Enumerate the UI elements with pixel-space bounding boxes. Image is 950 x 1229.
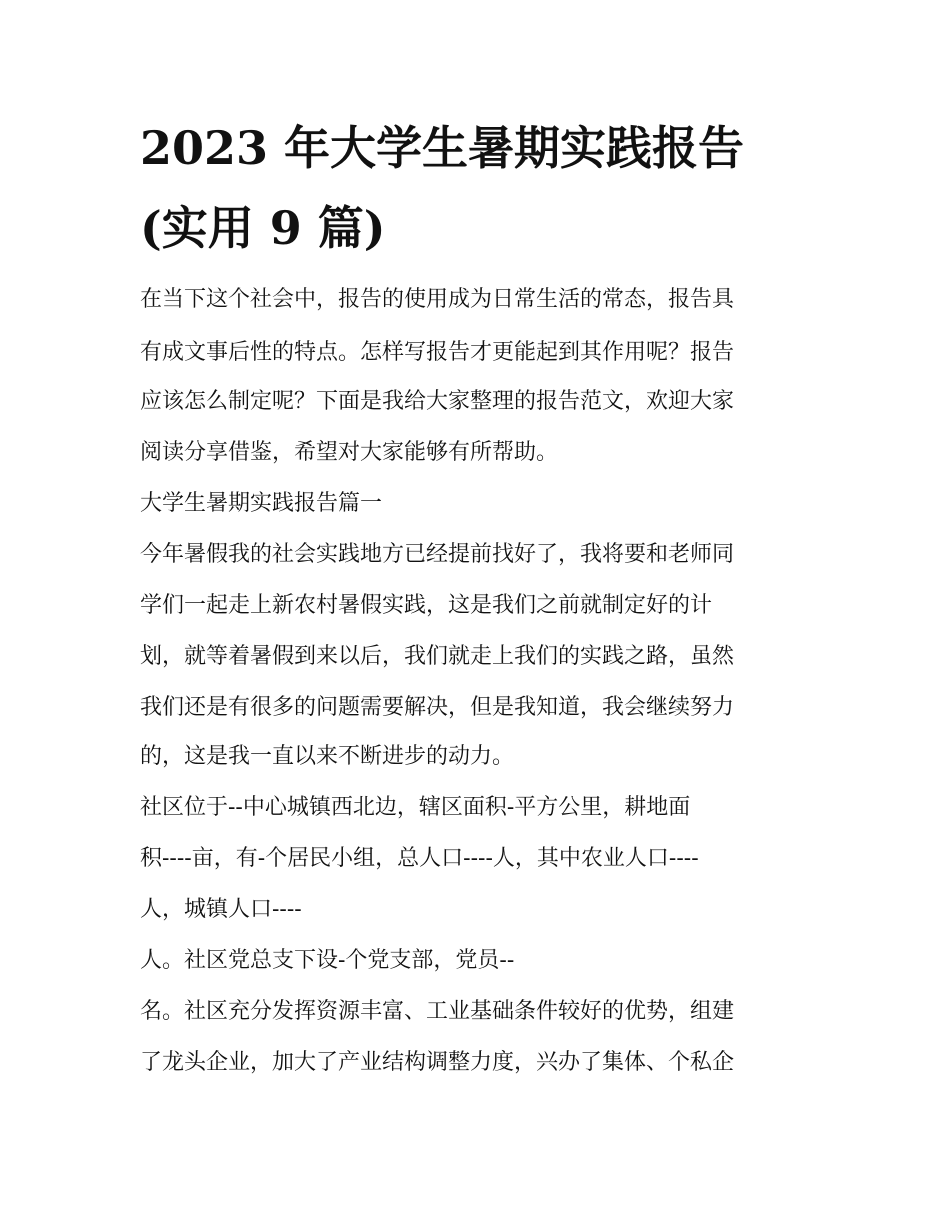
intro-line-1: 在当下这个社会中，报告的使用成为日常生活的常态，报告具 bbox=[140, 287, 735, 312]
body-line-1: 今年暑假我的社会实践地方已经提前找好了，我将要和老师同 bbox=[140, 542, 735, 567]
intro-line-2: 有成文事后性的特点。怎样写报告才更能起到其作用呢？报告 bbox=[140, 340, 735, 365]
intro-line-3: 应该怎么制定呢？下面是我给大家整理的报告范文，欢迎大家 bbox=[140, 389, 735, 414]
body-line-10: 名。社区充分发挥资源丰富、工业基础条件较好的优势，组建 bbox=[140, 999, 735, 1024]
document-title-line-2: (实用 9 篇) bbox=[140, 201, 386, 255]
body-line-2: 学们一起走上新农村暑假实践，这是我们之前就制定好的计 bbox=[140, 593, 713, 618]
document-title-line-1: 2023 年大学生暑期实践报告 bbox=[140, 121, 745, 175]
body-line-6: 社区位于--中心城镇西北边，辖区面积-平方公里，耕地面 bbox=[140, 795, 691, 820]
body-line-9: 人。社区党总支下设-个党支部，党员-- bbox=[140, 948, 515, 973]
body-line-8: 人，城镇人口---- bbox=[140, 897, 302, 922]
intro-line-4: 阅读分享借鉴，希望对大家能够有所帮助。 bbox=[140, 440, 559, 465]
body-line-7: 积----亩，有-个居民小组，总人口----人，其中农业人口---- bbox=[140, 846, 699, 871]
body-line-5: 的，这是我一直以来不断进步的动力。 bbox=[140, 744, 515, 769]
body-line-3: 划，就等着暑假到来以后，我们就走上我们的实践之路，虽然 bbox=[140, 644, 735, 669]
body-line-11: 了龙头企业，加大了产业结构调整力度，兴办了集体、个私企 bbox=[140, 1050, 735, 1075]
section-heading: 大学生暑期实践报告篇一 bbox=[140, 491, 383, 516]
body-line-4: 我们还是有很多的问题需要解决，但是我知道，我会继续努力 bbox=[140, 695, 735, 720]
